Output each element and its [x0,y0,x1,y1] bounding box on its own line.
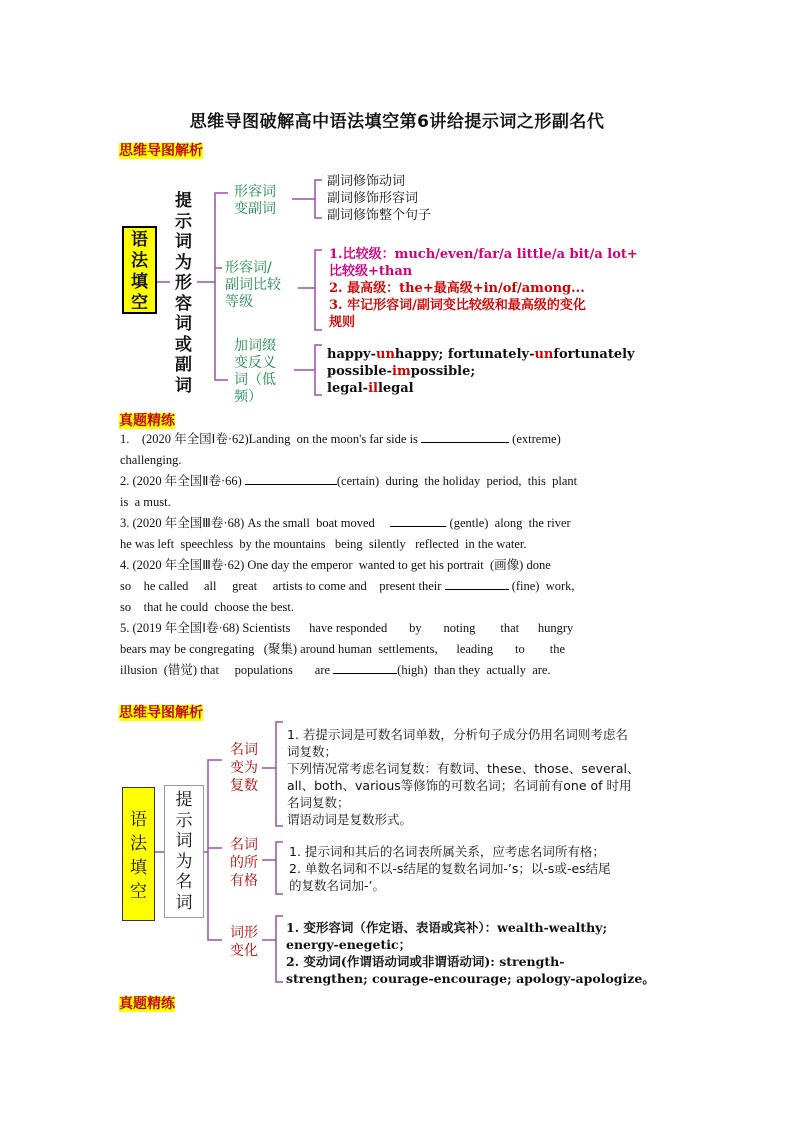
branch-word-form: 词形 变化 [230,925,258,959]
branch-possessive: 名词 的所 有格 [230,837,258,889]
exercise-line: bears may be congregating (聚集) around human settlements, leading to the [120,642,566,656]
exercise-line: 4. (2020 年全国Ⅲ卷·62) One day the emperor wanted to get his portrait (画像) done [120,558,551,572]
leaves-possessive: 1. 提示词和其后的名词表所属关系，应考虑名词所有格； 2. 单数名词和不以-s结尾的复数名词加-’s；以-s或-es结尾 的复数名词加-’。 [289,844,611,893]
leaves-plural: 1. 若提示词是可数名词单数，分析句子成分仍用名词则考虑名 词复数； 下列情况常考虑名词复数：有数词、these、those、several、 all、both、various等修饰的可数名词；名词前有one of 时用 名词复数； 谓语动词是复数形式。 [287,727,640,827]
mindmap-1-topic: 提示词为形容词或副词 [175,191,192,396]
antonym-example-2: possible-impossible; [327,364,476,379]
mindmap-heading-1: 思维导图解析 [119,143,203,159]
antonym-example-3: legal-illegal [327,381,414,396]
mindmap-2-topic-box: 提示词为名词 [164,785,204,918]
branch-comparison: 形容词/ 副词比较 等级 [225,260,281,310]
exercises-heading-2: 真题精练 [119,996,175,1012]
exercise-line: 1. (2020 年全国Ⅰ卷·62)Landing on the moon's far side is (extreme) [120,432,561,446]
antonym-example-1: happy-unhappy; fortunately-unfortunately [327,347,635,362]
mindmap-2-root: 语法填空 [122,787,155,921]
exercise-line: so that he could choose the best. [120,600,294,614]
exercise-line: is a must. [120,495,171,509]
branch-adj-to-adv: 形容词 变副词 [234,184,276,217]
page-title: 思维导图破解高中语法填空第6讲给提示词之形副名代 [189,112,605,132]
exercise-line: he was left speechless by the mountains being silently reflected in the water. [120,537,527,551]
exercises-heading-1: 真题精练 [119,413,175,429]
exercise-line: challenging. [120,453,182,467]
mindmap-heading-2: 思维导图解析 [119,705,203,721]
exercise-line: illusion (错觉) that populations are (high) than they actually are. [120,663,551,677]
exercise-line: 5. (2019 年全国Ⅰ卷·68) Scientists have responded by noting that hungry [120,621,574,635]
leaves-word-form: 1. 变形容词（作定语、表语或宾补）：wealth-wealthy; energy-enegetic； 2. 变动词(作谓语动词或非谓语动词): strength- strengthen; courage-encourage; apology-apologize。 [286,920,655,986]
leaves-adj-to-adv: 副词修饰动词 副词修饰形容词 副词修饰整个句子 [327,174,432,223]
branch-plural: 名词 变为 复数 [230,742,258,794]
mindmap-1-root: 语法填空 [122,226,157,314]
leaves-comparison: 1.比较级：much/even/far/a little/a bit/a lot+ 比较级+than 2. 最高级：the+最高级+in/of/among... 3. 牢记形容词/副词变比较级和最高级的变化 规则 [329,247,638,330]
branch-affix-antonym: 加词缀 变反义 词（低 频） [234,338,276,405]
exercise-line: 3. (2020 年全国Ⅲ卷·68) As the small boat moved (gentle) along the river [120,516,571,530]
exercise-line: so he called all great artists to come and present their (fine) work, [120,579,575,593]
exercise-line: 2. (2020 年全国Ⅱ卷·66) (certain) during the holiday period, this plant [120,474,578,488]
